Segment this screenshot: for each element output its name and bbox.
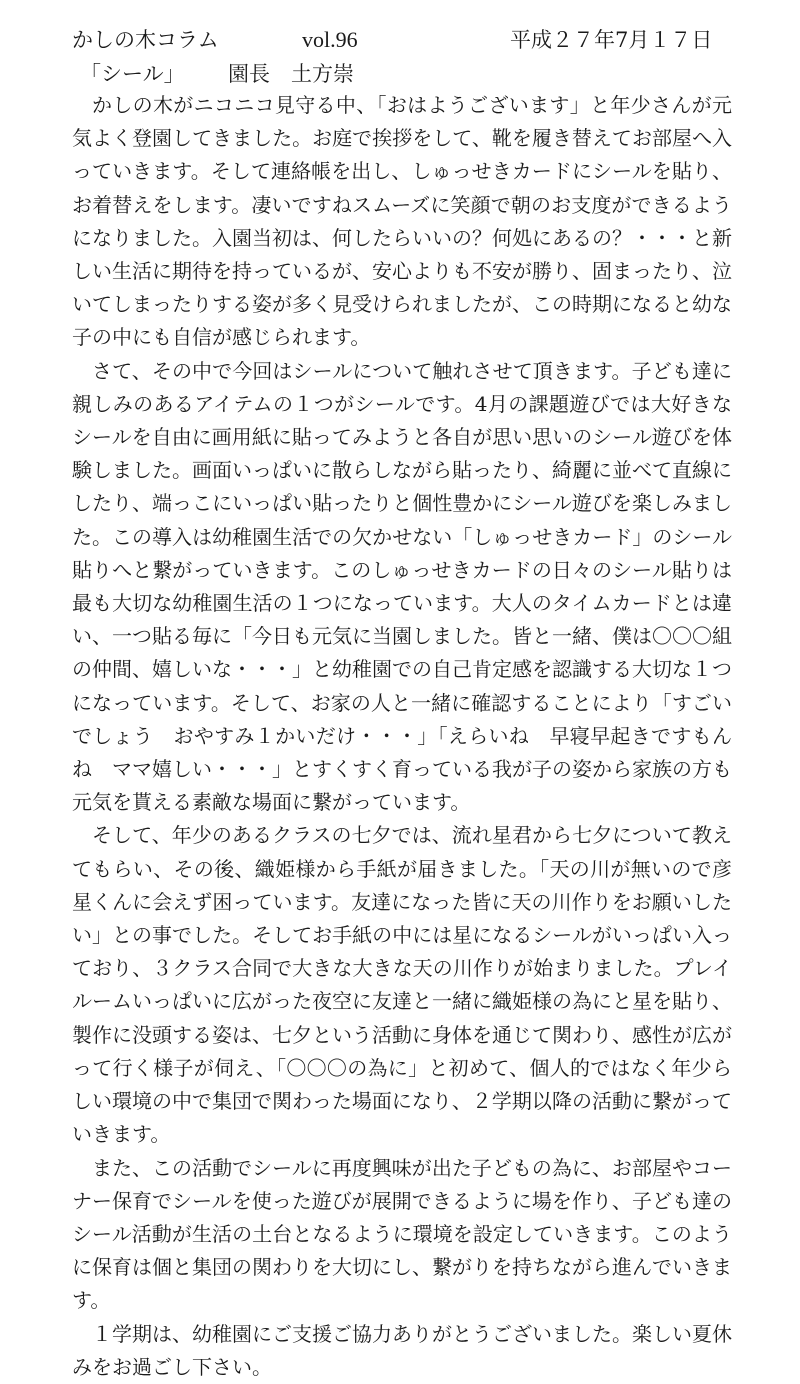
article-title: 「シール」 — [80, 62, 185, 86]
article-header — [80, 54, 720, 94]
paragraph-1: かしの木がニコニコ見守る中、「おはようございます」と年少さんが元気よく登園してきました。お庭で挨拶をして、靴を履き替えてお部屋へ入っていきます。そして連絡帳を出し、しゅっせきカードにシールを貼り、お着替えをします。凄いですねスムーズに笑顔で朝のお支度ができるようになりました。入園当初は、何したらいいの？何処にあるの？・・・と新しい生活に期待を持っているが、安心よりも不安が勝り、固まったり、泣いてしまったりする姿が多く見受けられましたが、この時期になると幼な子の中にも自信が感じられます。 — [72, 93, 732, 350]
paragraph-3: そして、年少のあるクラスの七夕では、流れ星君から七夕について教えてもらい、その後、織姫様から手紙が届きました。「天の川が無いので彦星くんに会えず困っています。友達になった皆に天の川作りをお願いしたい」との事でした。そしてお手紙の中には星になるシールがいっぱい入っており、３クラス合同で大きな大きな天の川作りが始まりました。プレイルームいっぱいに広がった夜空に友達と一緒に織姫様の為にと星を貼り、製作に没頭する姿は、七夕という活動に身体を通じて関わり、感性が広がって行く様子が伺え、「〇〇〇の為に」と初めて、個人的ではなく年少らしい環境の中で集団で関わった場面になり、２学期以降の活動に繋がっていきます。 — [72, 823, 732, 1147]
paragraph-2: さて、その中で今回はシールについて触れさせて頂きます。子ども達に親しみのあるアイテムの１つがシールです。4月の課題遊びでは大好きなシールを自由に画用紙に貼ってみようと各自が思い思いのシール遊びを体験しました。画面いっぱいに散らしながら貼ったり、綺麗に並べて直線にしたり、端っこにいっぱい貼ったりと個性豊かにシール遊びを楽しみました。この導入は幼稚園生活での欠かせない「しゅっせきカード」のシール貼りへと繋がっていきます。このしゅっせきカードの日々のシール貼りは最も大切な幼稚園生活の１つになっています。大人のタイムカードとは違い、一つ貼る毎に「今日も元気に当園しました。皆と一緒、僕は〇〇〇組の仲間、嬉しいな・・・」と幼稚園での自己肯定感を認識する大切な１つになっています。そして、お家の人と一緒に確認することにより「すごいでしょう おやすみ１かいだけ・・・」「えらいね 早寝早起きですもんね ママ嬉しい・・・」とすくすく育っている我が子の姿から家族の方も元気を貰える素敵な場面に繋がっています。 — [72, 358, 732, 815]
article-body — [72, 89, 732, 1384]
article-author: 園長 土方崇 — [228, 62, 354, 86]
issue-number: vol.96 — [302, 27, 358, 52]
paragraph-5: １学期は、幼稚園にご支援ご協力ありがとうございました。楽しい夏休みをお過ごし下さい。 — [72, 1321, 732, 1379]
paragraph-4: また、この活動でシールに再度興味が出た子どもの為に、お部屋やコーナー保育でシールを使った遊びが展開できるように場を作り、子ども達のシール活動が生活の土台となるように環境を設定していきます。このように保育は個と集団の関わりを大切にし、繋がりを持ちながら進んでいきます。 — [72, 1155, 732, 1313]
column-name: かしの木コラム — [72, 28, 219, 52]
issue-date: 平成２７年7月１７日 — [510, 28, 713, 52]
